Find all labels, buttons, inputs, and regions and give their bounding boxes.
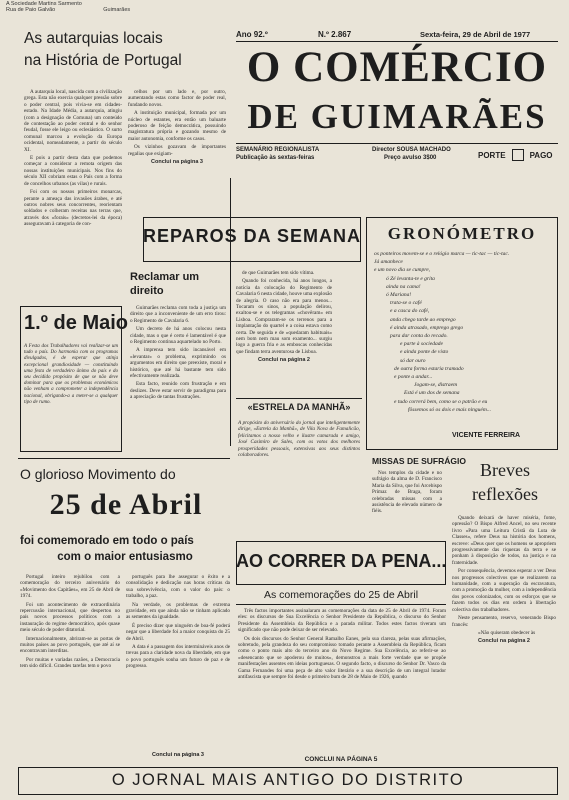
- estrela-text: A propósito do aniversário do jornal que inteligentemente dirige, «Estrela da Manhã», de Vila Nova de Famalicão, felicitamos a nosso velho e ilustre camarada e amigo, José Casimiro de Sales, com os votos dos melhores prosperidades pessoais, extensivas aos seus distintos colaboradores.: [238, 420, 360, 459]
- paragraph: Esta facto, reunido com frustração e em deslizes. Deve estar servir de paradigma para a apreciação de tantas frustrações.: [130, 381, 226, 401]
- correr-subhead: As comemorações do 25 de Abril: [263, 589, 419, 601]
- poem-line: Jogam-se, distraem: [414, 382, 458, 389]
- abril-headline-line1: O glorioso Movimento do: [20, 466, 176, 482]
- paragraph: É preciso dizer que ninguém de boa-fé poderá negar que a liberdade foi a maior conquista do 25 de Abril.: [126, 622, 230, 642]
- breves-title: [452, 458, 558, 506]
- autarquias-headline: [24, 28, 224, 72]
- poem-line: só dar ouro: [400, 357, 426, 364]
- paragraph: E pois a partir desta data que podemos começar a considerar a remota origem das nossas instituições municipais. Nos fins do século XII cobriam estas o País com a forma de concelhos urbanos (as vilas) e rurais.: [24, 155, 122, 187]
- paragraph: A imprensa tem sido incansável em «levantar» o problema, exprimindo os argumentos em direito que preexiste, moral e histórico, que até há bastante tem sido efectivamente realizada.: [130, 347, 226, 380]
- poem-line: e parte à sociedade: [400, 341, 443, 348]
- reparos-col1: [130, 305, 226, 403]
- abril-headline-line2: 25 de Abril: [49, 488, 203, 521]
- reparos-col2: [236, 270, 332, 364]
- paragraph: Portugal inteiro rejubilou com a comemoração do terceiro aniversário do «Movimento dos Capitães», em 25 de Abril de 1974.: [20, 574, 120, 600]
- paragraph: Na verdade, os problemas de extrema gravidade, em que ainda não se tinham aplicado as sementes da igualdade.: [126, 601, 230, 621]
- paragraph: Três factos importantes assinalaram as comemorações da data de 25 de Abril de 1974. Foram eles: os discursos de Sua Excelência o Senhor Presidente da República, o discurso do Senhor Presidente da Assembleia da República e a parada militar. Todos estes factos tiveram um significado que não pode deixar de ser relevado.: [238, 608, 446, 634]
- paragraph: celhos por um lado e, por outro, aumentando estas como factor de poder real, fundando novos.: [128, 89, 226, 108]
- autarquias-conclusion: Conclui na página 3: [151, 159, 203, 166]
- masthead-title-line1: O COMÉRCIO: [246, 44, 548, 91]
- stamp-line-1: A Sociedade Martins Sarmento: [6, 1, 82, 7]
- breves-text: [452, 515, 556, 645]
- abril-top-rule: [18, 458, 230, 459]
- abril-headline-line4: com o maior entusiasmo: [57, 551, 193, 563]
- poem-line: é ainda atrasado, emprego grego: [390, 324, 464, 331]
- porte-label: PORTE: [478, 150, 506, 160]
- masthead-title-line2: DE GUIMARÃES: [247, 97, 547, 136]
- stamp-line-3: Guimarães: [103, 7, 131, 14]
- missas-text: Nos templos da cidade e no sufrágio da alma de D. Francisco Maria da Silva, que foi Arcebispo Primaz de Braga, foram celebradas missas com a assistência de elevado número de fiéis.: [372, 470, 443, 515]
- poem-line: e a casca do café,: [390, 308, 430, 315]
- paragraph: A autarquia local, nascida com a civilização grega. Esta não exercia qualquer pressão sobre o poder central, pois vivia-se em cidades-estado. Na Idade Média, a autarquia, atingiu (com a designação de Comuna) um conteúdo de contestação ao poder central e do senhor feudal, fosse ele leigo ou eclesiástico. O surto comunal marcou a evolução da Europa ocidental, nomeadamente, a partir do século XI.: [24, 89, 122, 153]
- poem-line: os ponteiros movem-se e o relógio marca — tic-tac — tic-tac.: [374, 251, 510, 257]
- paragraph: Um decreto de há anos colocou nesta cidade, mas o que é certo é lamentável é que o Regimento continua aquartelado no Porto.: [130, 326, 226, 346]
- paragraph: Foi com os nossos primeiros monarcas, perante a ameaça das invasões árabes, e até outros nobres seus concorrentes, reorientam soldados e colheram receitas nas terras que, através dos «forais» (decretos-lei da época) asseguravam à categoria de con-: [24, 189, 122, 228]
- paragraph: Por consequência, devemos esperar a ver Deus nos progressos colectivos que se realizarem na humanidade, com a superação da escravatura, com a promoção da mulher, com a independência dos povos colonizados, com os esforços que se fazem todos os dias em ordem à libertação colectiva dos trabalhadores.: [452, 568, 556, 613]
- poem-line: para dar conta do recado.: [390, 333, 448, 340]
- cronometro-poem: [374, 250, 554, 414]
- paragraph: Os dois discursos do Senhor General Ramalho Eanes, pela sua clareza, pelas suas afirmações, sobretudo, pela grandeza do seu compromisso tomado perante a Assembleia da República, ficam como o ponto mais alto do terceiro ano do Novo Regime. Sua Excelência, ao referir-se ao «desencanto que se apoderou de muitos», demonstrou a mais forte verdade que se propõe manifestações assentes em ideias portuguesas. O segundo facto, o discurso do Senhor Dr. Vasco da Gama Fernandes foi uma peça de alto valor literário e a sua descrição de um integral lutador antifascista que sempre foi desde o primeiro bum de 28 de Maio de 1926, quando: [238, 635, 446, 681]
- cronometro-signature: VICENTE FERREIRA: [452, 432, 521, 439]
- paragraph: Os vizinhos gozavam de importantes regalias que exigiam-: [128, 144, 226, 157]
- porte-pago: [478, 149, 553, 161]
- correr-sub-rule: [236, 604, 446, 605]
- stamp-line-2: Rua de Paio Galvão: [6, 7, 56, 14]
- poem-line: e um novo dia se cumpre,: [374, 267, 431, 274]
- poem-line: ainda na cama!: [386, 283, 421, 290]
- paragraph: de que Guimarães tem sido vítima.: [242, 270, 315, 276]
- reparos-conclusion: Conclui na página 2: [258, 357, 310, 364]
- paragraph: Quando deixará de haver miséria, fome, opressão? O Bispo Alfred Ancel, no seu recente livro «Para uma Leitura Cristã da Luta de Classes», refere Deus na história dos homens, escreve: «Deus quer que os homens se apropriem progressivamente das riquezas da terra e se ponham à disposição de todos, na justiça e na fraternidade.: [452, 515, 556, 566]
- autarquias-col2: [128, 89, 226, 165]
- autarquias-col1: [24, 89, 122, 230]
- breves-title-line2: reflexões: [472, 484, 538, 504]
- reparos-subhead: Reclamar um direito: [130, 271, 200, 297]
- autarquias-headline-line1: As autarquias locais: [24, 30, 163, 47]
- footer-banner: O JORNAL MAIS ANTIGO DO DISTRITO: [111, 771, 465, 789]
- breves-conclusion: Conclui na página 2: [478, 638, 530, 645]
- masthead-subtitle: [236, 146, 319, 162]
- missas-title: MISSAS DE SUFRÁGIO: [372, 456, 466, 466]
- abril-headline-line3: foi comemorado em todo o país: [20, 535, 194, 547]
- poem-line: fôssemos só os dois e mais ninguém...: [408, 406, 491, 413]
- abril-conclusion: Conclui na página 3: [152, 752, 204, 758]
- autarquias-headline-line2: na História de Portugal: [24, 52, 182, 69]
- estrela-top-rule: [236, 398, 362, 399]
- poem-line: e ponte a andar...: [394, 374, 433, 381]
- estrela-title: «ESTRELA DA MANHÃ»: [247, 402, 351, 412]
- poem-line: ó Mariana!: [386, 292, 412, 299]
- primeiro-maio-title: 1.º de Maio: [24, 312, 128, 334]
- paragraph: Por muitas e variadas razões, a Democracia tem sido difícil. Grandes tarefas tem o povo: [20, 656, 120, 670]
- paragraph: Internacionalmente, abriram-se as portas de muitos países ao povo português, que até aí se encontravam interditas.: [20, 635, 120, 655]
- paragraph: Foi um acontecimento de extraordinária repercussão internacional, que despertou no país novos processos políticos com a instauração do regime democrático, após quase meio século de poder ditatorial.: [20, 601, 120, 634]
- masthead-director-name: Director SOUSA MACHADO: [372, 147, 451, 153]
- reparos-banner: REPAROS DA SEMANA: [143, 226, 362, 246]
- paragraph: A data é a passagem dos intermináveis anos de trevas para a claridade nova da liberdade, em que o povo português sonha um futuro de paz e de progresso.: [126, 644, 230, 670]
- masthead-director: [372, 146, 451, 162]
- paragraph: Guimarães reclama com toda a justiça um direito que a inconveniente de um erro tirou: o Regimento de Cavalaria 6.: [130, 305, 226, 324]
- paragraph: português para lhe assegurar o êxito e a consolidação e dedicação nas horas críticas da sua sobrevivência, com o valor do país: o trabalho, a paz.: [126, 574, 230, 600]
- porte-stamp-mark: [512, 149, 524, 161]
- library-stamp: [6, 1, 186, 13]
- pago-label: PAGO: [529, 150, 553, 160]
- paragraph: «Não quiseram obedecer às: [478, 629, 536, 636]
- paragraph: Neste pensamento, reservo, venerando Bispo francês:: [452, 615, 556, 628]
- abril-col2: [126, 574, 230, 672]
- correr-text: [238, 608, 446, 682]
- breves-title-line1: Breves: [480, 460, 530, 480]
- masthead-price: Preço avulso 3$00: [384, 155, 437, 161]
- poem-line: trata-se o café: [390, 300, 422, 307]
- primeiro-maio-text: A Festa dos Trabalhadores vai realizar-se um tudo o país. Do harmonia com os programas divulgados, é de esperar que atinja excepcional grandiosidade — constituindo uma festa de verdadeiro ânimo do país e do seu decidido propósito de que se não deve dominar para que os problemas económicos não venham a comprometer a independência nacional, obrigando-a a meter-se a qualquer tipo de rumo.: [24, 344, 118, 405]
- masthead-bottom-rule: [236, 143, 558, 144]
- poem-line: ó Zé levanta-te e grita: [386, 275, 435, 282]
- correr-conclusion: CONCLUI NA PÁGINA 5: [304, 756, 378, 763]
- masthead-subtitle-2: Publicação às sextas-feiras: [236, 155, 315, 161]
- cronometro-title: GRONÓMETRO: [387, 224, 537, 243]
- paragraph: A instituição municipal, formada por um núcleo de estantes, era então um baluarte poderoso de feição democrática, possuindo magistratura própria e gozando mesmo de maior autonomia, conforme os casos.: [128, 110, 226, 142]
- poem-line: Está é um dos de semana: [404, 390, 460, 397]
- poem-line: de outra forma estaria tramado: [394, 365, 464, 372]
- correr-banner: AO CORRER DA PENA...: [236, 551, 447, 571]
- poem-line: Já amanhece: [374, 259, 403, 266]
- abril-col1: [20, 574, 120, 672]
- poem-line: e tudo correrá bem, como se o patrão e eu: [394, 398, 488, 405]
- poem-line: e ainda ponte de visto: [400, 349, 449, 356]
- paragraph: Quando foi conhecida, há anos longos, a notícia da colocação do Regimento de Cavalaria 6 nesta cidade, houve uma explosão de alegria. O caso não era para menos... Tocaram os sinos, a população delirou, exaltou-se e os telegramas «chovêram» em Lisboa. Compraram-se os terrenos para a implantação do quartel e a coisa estava como certa. De seguida e de «quedaram habituais» nem bom nem mau som examento... surgiu logo a guerra fria e as emboscas conhecidas que findam terra aventurosa de Lisboa.: [236, 278, 332, 355]
- masthead-numero: N.º 2.867: [318, 30, 352, 39]
- poem-line: anda chego tarde ao emprego: [390, 316, 456, 323]
- masthead-ano: Ano 92.º: [236, 30, 268, 39]
- masthead-date: Sexta-feira, 29 de Abril de 1977: [420, 30, 531, 39]
- masthead-subtitle-1: SEMANÁRIO REGIONALISTA: [236, 147, 320, 153]
